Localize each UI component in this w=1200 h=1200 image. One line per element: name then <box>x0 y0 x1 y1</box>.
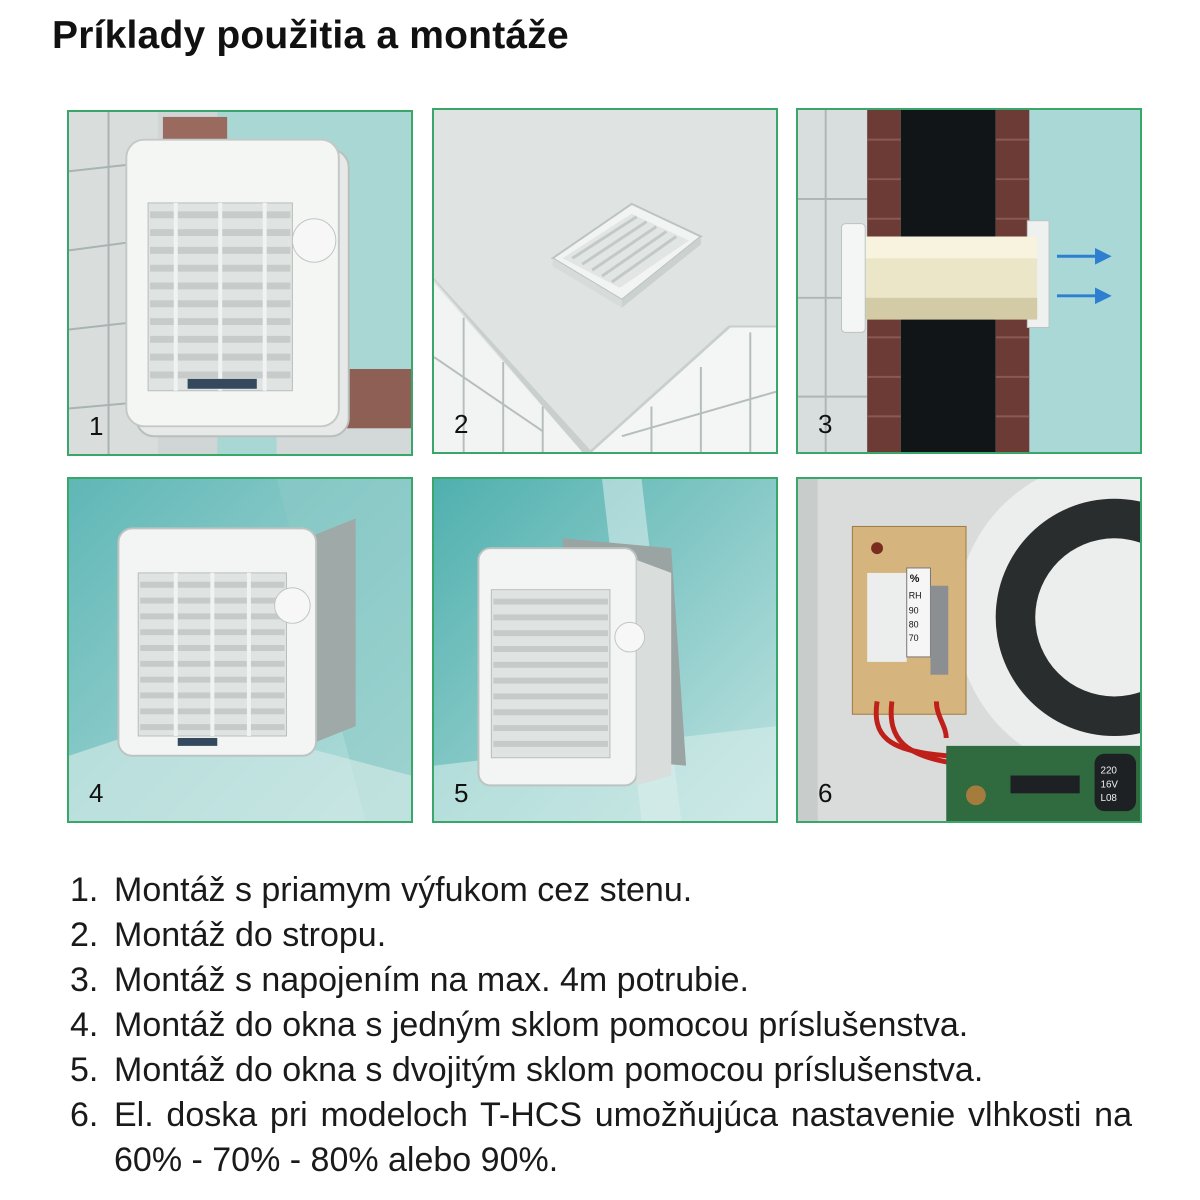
list-item <box>70 1093 1132 1183</box>
mounting-list <box>70 868 1132 1183</box>
list-item <box>70 913 1132 958</box>
circuit-board-illustration <box>798 479 1140 821</box>
duct-illustration <box>798 110 1140 452</box>
double-glass-illustration <box>434 479 776 821</box>
panel-number: 6 <box>818 778 833 808</box>
list-item-text: Montáž do okna s dvojitým sklom pomocou príslušenstva. <box>114 1051 984 1089</box>
cap-voltage-label: 220 <box>1100 765 1117 777</box>
single-glass-illustration <box>69 479 411 821</box>
page-title: Príklady použitia a montáže <box>52 14 569 57</box>
list-item-text: Montáž s napojením na max. 4m potrubie. <box>114 961 749 999</box>
list-item-text: Montáž s priamym výfukom cez stenu. <box>114 871 693 909</box>
panel-number: 4 <box>89 778 104 808</box>
ceiling-fan-illustration <box>434 110 776 452</box>
rh-90-label: 90 <box>908 605 919 616</box>
list-item <box>70 868 1132 913</box>
panel-single-glass <box>67 477 413 823</box>
list-item-number: 4. <box>70 1006 99 1044</box>
panel-duct-mount <box>796 108 1142 454</box>
panel-number: 5 <box>454 778 469 808</box>
list-item-number: 5. <box>70 1051 99 1089</box>
list-item-text: Montáž do stropu. <box>114 916 387 954</box>
list-item <box>70 958 1132 1003</box>
panel-double-glass <box>432 477 778 823</box>
list-item-number: 2. <box>70 916 99 954</box>
list-item-number: 3. <box>70 961 99 999</box>
panel-wall-mount <box>67 110 413 456</box>
list-item-text: Montáž do okna s jedným sklom pomocou príslušenstva. <box>114 1006 969 1044</box>
list-item-number: 6. <box>70 1096 99 1134</box>
list-item <box>70 1048 1132 1093</box>
list-item <box>70 1003 1132 1048</box>
list-item-text: El. doska pri modeloch T-HCS umožňujúca nastavenie vlhkosti na 60% - 70% - 80% alebo 90%. <box>114 1096 1132 1179</box>
wall-fan-illustration <box>69 112 411 454</box>
panel-number: 1 <box>89 411 104 441</box>
list-item-number: 1. <box>70 871 99 909</box>
panel-electronic-board <box>796 477 1142 823</box>
panel-number: 3 <box>818 409 833 439</box>
rh-70-label: 70 <box>908 633 919 644</box>
cap-rating-label: 16V <box>1100 779 1119 791</box>
panel-number: 2 <box>454 409 469 439</box>
panel-ceiling-mount <box>432 108 778 454</box>
rh-label: RH <box>908 590 922 601</box>
rh-percent-label: % <box>909 572 920 585</box>
cap-code-label: L08 <box>1100 793 1117 805</box>
rh-80-label: 80 <box>908 619 919 630</box>
